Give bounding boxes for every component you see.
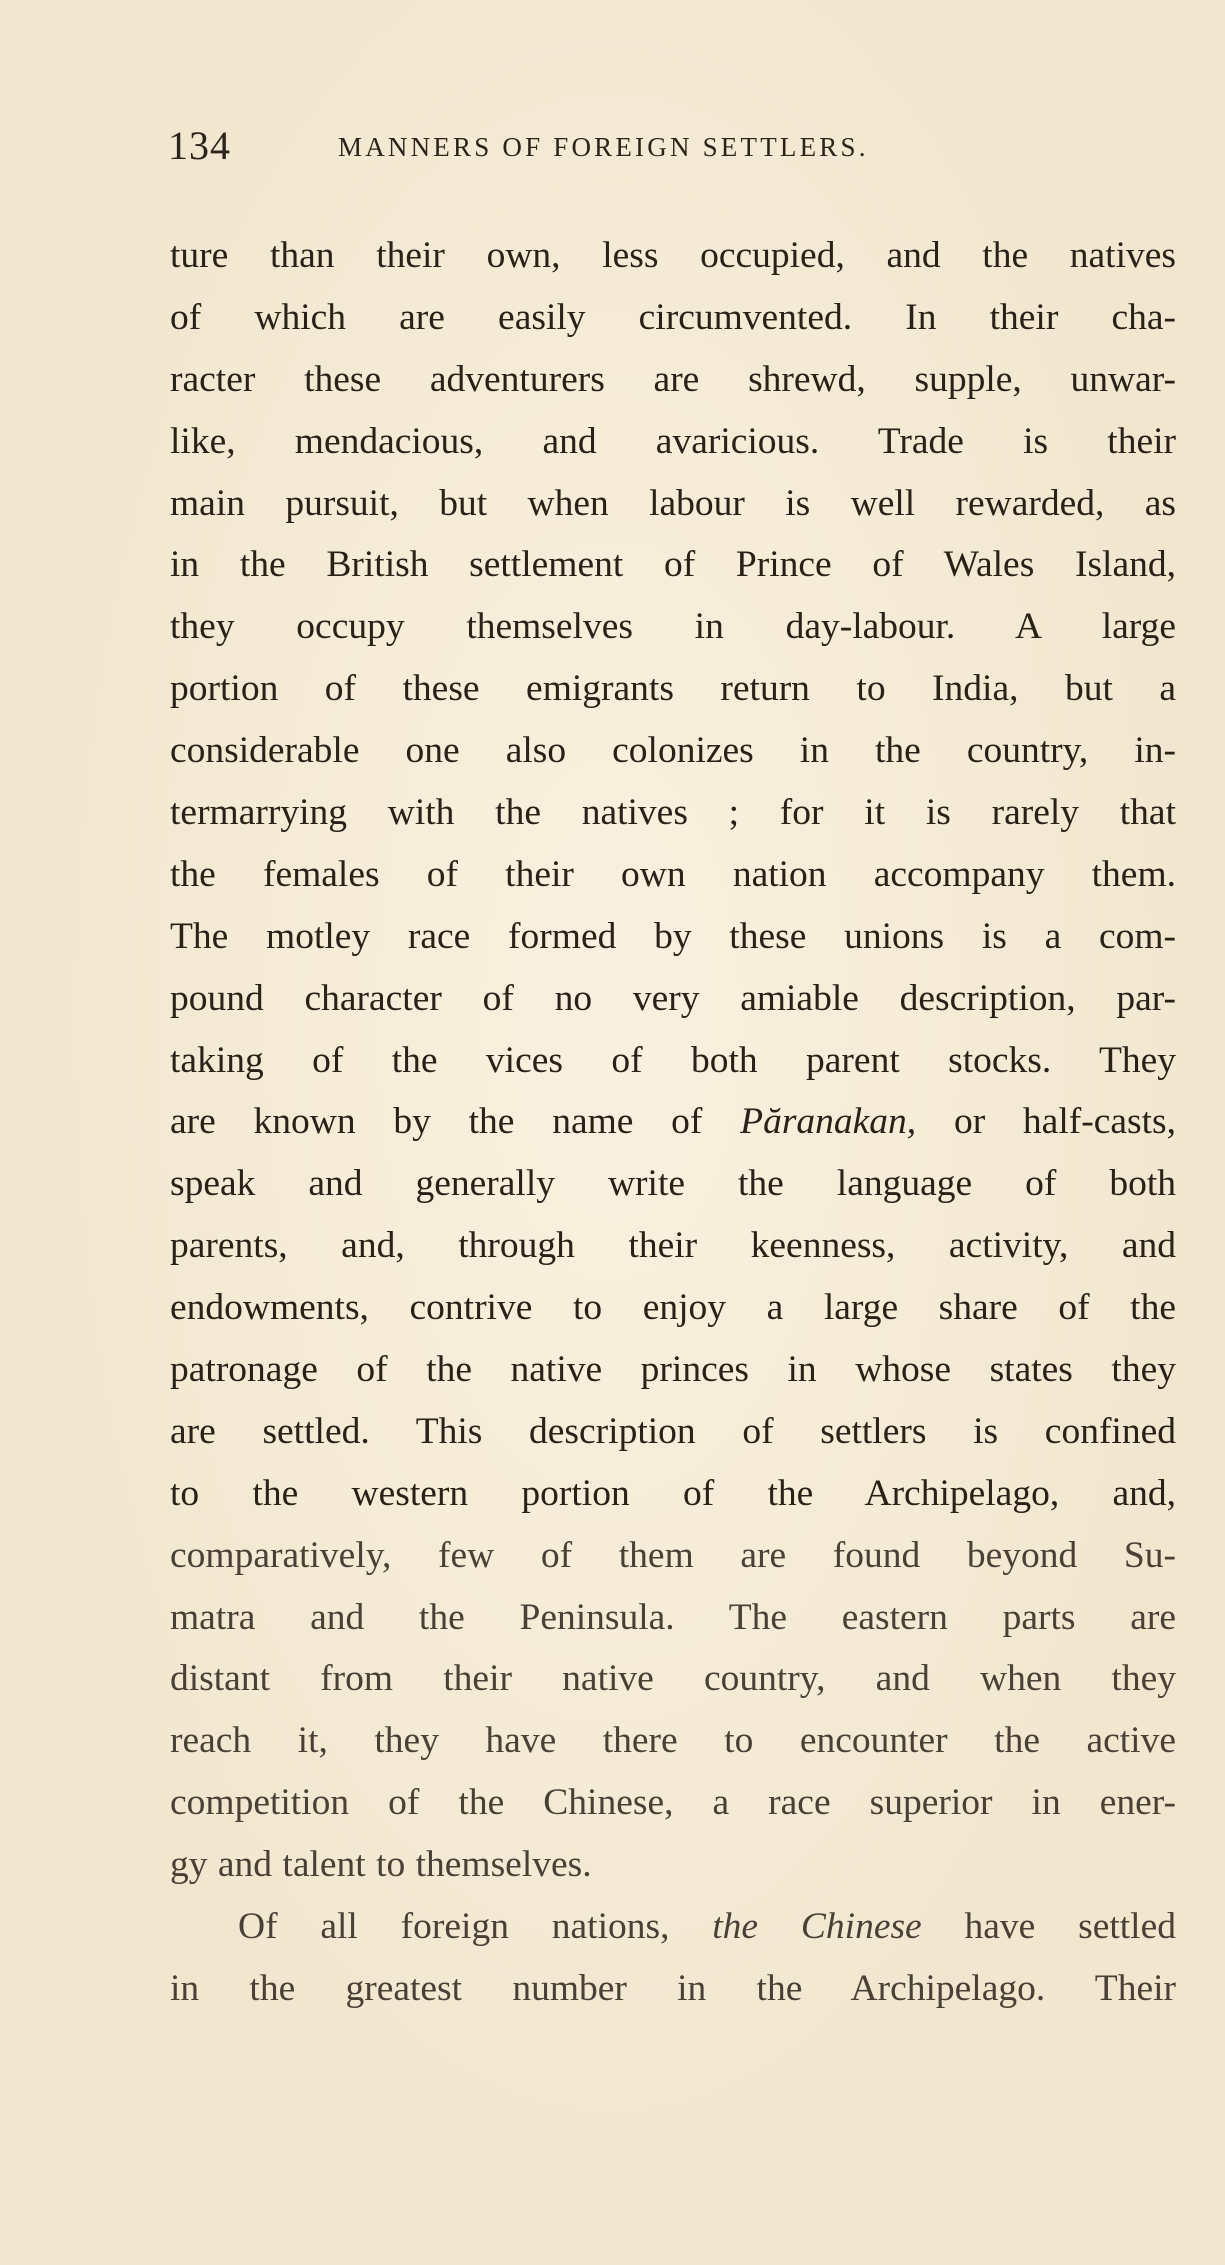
text-line: racter these adventurers are shrewd, supple, unwar- — [170, 358, 1176, 400]
text-line: in the greatest number in the Archipelago. Their — [170, 1967, 1176, 2009]
text-line: The motley race formed by these unions is a com- — [170, 915, 1176, 957]
page-number: 134 — [168, 123, 231, 168]
italic-term: the Chinese — [712, 1906, 922, 1948]
text-line: main pursuit, but when labour is well rewarded, as — [170, 482, 1176, 524]
text-segment: are known by the name of — [170, 1101, 741, 1143]
text-segment: or half-casts, — [916, 1101, 1176, 1143]
text-line: they occupy themselves in day-labour. A large — [170, 606, 1176, 648]
text-line: endowments, contrive to enjoy a large share of the — [170, 1287, 1176, 1329]
text-segment: have settled — [921, 1906, 1176, 1948]
body-text — [170, 225, 1176, 2020]
text-segment: Of all foreign nations, — [238, 1906, 713, 1948]
italic-term: Păranakan, — [740, 1101, 917, 1143]
text-line: reach it, they have there to encounter the active — [170, 1720, 1176, 1762]
text-line: speak and generally write the language of both — [170, 1163, 1176, 1205]
text-line: pound character of no very amiable description, par- — [170, 977, 1176, 1019]
text-line: to the western portion of the Archipelago, and, — [170, 1472, 1176, 1514]
running-title: MANNERS OF FOREIGN SETTLERS. — [338, 132, 869, 162]
text-line: taking of the vices of both parent stocks. They — [170, 1039, 1176, 1081]
text-line: like, mendacious, and avaricious. Trade is their — [170, 420, 1176, 462]
text-line: competition of the Chinese, a race superior in ener- — [170, 1782, 1176, 1824]
text-line: considerable one also colonizes in the country, in- — [170, 730, 1176, 772]
text-line: comparatively, few of them are found beyond Su- — [170, 1534, 1176, 1576]
text-line: ture than their own, less occupied, and the natives — [170, 235, 1176, 276]
text-line: of which are easily circumvented. In their cha- — [170, 296, 1176, 338]
text-line: termarrying with the natives ; for it is rarely that — [170, 792, 1176, 834]
running-head — [168, 122, 998, 172]
text-line-with-italic — [170, 1091, 1176, 1153]
text-line: in the British settlement of Prince of Wales Island, — [170, 544, 1176, 586]
text-line: portion of these emigrants return to India, but a — [170, 668, 1176, 710]
text-line-with-italic — [170, 1896, 1176, 1958]
text-line: gy and talent to themselves. — [170, 1844, 592, 1886]
text-line: are settled. This description of settlers is confined — [170, 1410, 1176, 1452]
text-line: parents, and, through their keenness, activity, and — [170, 1225, 1176, 1267]
text-line: patronage of the native princes in whose states they — [170, 1349, 1176, 1391]
text-line: distant from their native country, and when they — [170, 1658, 1176, 1700]
text-line: the females of their own nation accompany them. — [170, 853, 1176, 895]
text-line: matra and the Peninsula. The eastern parts are — [170, 1596, 1176, 1638]
